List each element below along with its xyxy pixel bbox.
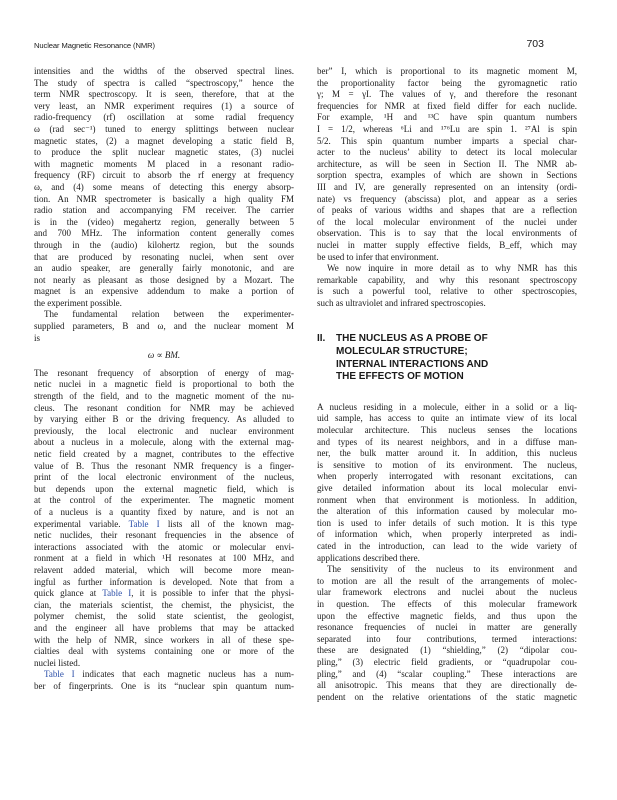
text-line: the experiment possible. — [34, 297, 122, 308]
text-line: and types of its nearest neighbors, and in a diffuse man- — [317, 436, 577, 447]
text-line: of peaks of various widths and shapes that are a reflection — [317, 205, 577, 216]
text-line: is in the (video) megahertz region, generally between 5 — [34, 216, 294, 227]
text-line: pling,” (3) electric field gradients, or “quadrupolar cou- — [317, 656, 577, 667]
text-line: polymer chemist, the solid state scientist, the geologist, — [34, 611, 294, 622]
text-fragment: , it is possible to infer that the physi- — [131, 588, 294, 599]
text-line — [34, 588, 294, 600]
right-column — [317, 66, 577, 703]
text-line: ronment when that environment is motionless. In addition, — [317, 494, 577, 505]
text-line: but depends upon the external magnetic field, which is — [34, 483, 294, 494]
text-line: is sensitive to motion of its environment. The nucleus, — [317, 459, 577, 470]
text-line: to produce the split nuclear magnetic states, (3) nuclei — [34, 147, 294, 158]
text-line: For example, ¹H and ¹³C have spin quantum numbers — [317, 112, 577, 123]
left-column — [34, 66, 294, 692]
text-line: at the control of the experimenter. The magnetic moment — [34, 495, 294, 506]
text-line: frequencies for NMR at fixed field differ for each nuclide. — [317, 100, 577, 111]
text-line: The study of spectra is called “spectroscopy,” hence the — [34, 77, 294, 88]
text-line: cian, the materials scientist, the chemist, the physicist, the — [34, 599, 294, 610]
page-number: 703 — [526, 38, 544, 50]
text-line: give detailed information about its local molecular envi- — [317, 483, 577, 493]
equation: ω ∝ BM. — [147, 350, 181, 361]
text-line: ronment at a field in which ¹H resonates at 100 MHz, and — [34, 553, 294, 564]
text-line: resonance frequencies of nuclei in matter are generally — [317, 622, 577, 633]
table-link[interactable]: Table I — [44, 669, 75, 680]
text-line: ner, the bulk matter around it. In addition, this nucleus — [317, 448, 577, 459]
paragraph-nucleus-residing — [317, 402, 577, 564]
section-number: II. — [317, 333, 326, 345]
text-line: III and IV, are generally represented on an intensity (ordi- — [317, 181, 577, 192]
text-line: magnetic states, (2) a magnet developing a static field B, — [34, 135, 294, 146]
text-line: ω (rad sec⁻¹) tuned to energy splittings between nuclear — [34, 123, 294, 134]
text-line: ber” I, which is proportional to its magnetic moment M, — [317, 66, 577, 76]
paragraph-spin-quantum-number — [317, 66, 577, 263]
text-line: when properly interrogated with resonant excitations, can — [317, 471, 577, 482]
text-line: cialties deal with systems containing one or more of the — [34, 646, 294, 657]
heading-line: THE EFFECTS OF MOTION — [336, 371, 464, 383]
heading-line: MOLECULAR STRUCTURE; — [336, 346, 468, 358]
text-fragment: quick glance at — [34, 588, 103, 599]
text-line — [34, 669, 294, 681]
text-line: ingful as further information is developed. Note that from a — [34, 576, 294, 587]
text-line: netic nuclei in a magnetic field is proportional to both the — [34, 379, 294, 390]
text-line: radio station and accompanying FM receiver. The carrier — [34, 205, 294, 216]
text-line: upon the effective magnetic fields, and thus upon the — [317, 610, 577, 621]
text-line: architecture, as will be seen in Section II. The NMR ab- — [317, 158, 577, 169]
text-line: I = 1/2, whereas ⁶Li and ¹⁷⁶Lu are spin 1. ²⁷Al is spin — [317, 123, 577, 134]
heading-line — [317, 333, 577, 346]
text-line: in question. The effects of this molecular framework — [317, 598, 577, 609]
heading-line: INTERNAL INTERACTIONS AND — [336, 358, 489, 370]
text-line: be used to infer that environment. — [317, 251, 439, 262]
text-line: that are produced by resonating nuclei, when sent over — [34, 251, 294, 262]
text-line: ω, and (4) some means of detecting this energy absorp- — [34, 181, 294, 192]
text-line: tion is used to infer details of such motion. It is this type — [317, 517, 577, 528]
text-line: previously, the local electronic and nuclear environment — [34, 425, 294, 436]
table-link[interactable]: Table I — [128, 518, 160, 529]
text-line: the proportionality factor being the gyromagnetic ratio — [317, 77, 577, 88]
paragraph-intro-requirements — [34, 66, 294, 309]
text-line — [34, 519, 294, 531]
text-line: print of the local electronic environment of the nucleus, — [34, 472, 294, 483]
paragraph-sensitivity — [317, 564, 577, 703]
text-line: an audio speaker, are generally fairly monotonic, and are — [34, 263, 294, 274]
text-line: We now inquire in more detail as to why NMR has this — [327, 263, 577, 274]
paragraph-resonant-frequency — [34, 368, 294, 669]
paragraph-inquiry — [317, 263, 577, 309]
text-fragment: experimental variable. — [34, 518, 129, 529]
text-line: The sensitivity of the nucleus to its environment and — [327, 564, 577, 575]
text-line: A nucleus residing in a molecule, either in a solid or a liq- — [317, 401, 577, 412]
text-line: interactions associated with the atomic or molecular envi- — [34, 541, 294, 552]
text-line: through in the (audio) kilohertz region, but the sounds — [34, 239, 294, 250]
text-line: not nearly as pleasant as those designed by a Mozart. The — [34, 274, 294, 285]
paragraph-fundamental-relation — [34, 309, 294, 344]
text-line: The resonant frequency of absorption of energy of mag- — [34, 367, 294, 378]
text-line: observation. This is to say that the local environments of — [317, 228, 577, 239]
text-line: the alteration of this information caused by molecular mo- — [317, 506, 577, 517]
text-line: The fundamental relation between the experimenter- — [44, 309, 294, 320]
text-line: tion. An NMR spectrometer is basically a high quality FM — [34, 193, 294, 204]
text-line: of a nucleus is a quantity fixed by nature, and is not an — [34, 506, 294, 517]
text-line: nuclei listed. — [34, 657, 81, 668]
text-line: netic nuclides, their resonant frequencies in the absence of — [34, 530, 294, 541]
text-line: acter to the nucleus’ ability to detect its local molecular — [317, 147, 577, 158]
text-line: ber of fingerprints. One is its “nuclear spin quantum num- — [34, 680, 294, 691]
text-line: very least, an NMR experiment requires (1) a source of — [34, 100, 294, 111]
text-line: ular framework electrons and nuclei about the nucleus — [317, 587, 577, 598]
text-line: with magnetic moments M placed in a resonant radio- — [34, 158, 294, 169]
text-line: frequency (RF) circuit to absorb the rf energy at frequency — [34, 170, 294, 181]
text-line: sorption spectra, examples of which are shown in Sections — [317, 170, 577, 181]
text-line: and 700 MHz. The information content generally comes — [34, 228, 294, 239]
text-line: pling,” and (4) “scalar coupling.” These interactions are — [317, 668, 577, 679]
text-line: cleus. The resonant condition for NMR may be achieved — [34, 402, 294, 413]
paragraph-fingerprints — [34, 669, 294, 692]
text-line: of the local molecular environment of the nuclei under — [317, 216, 577, 227]
text-line: supplied parameters, B and ω, and the nuclear moment M — [34, 321, 294, 332]
text-line: cated in the introduction, can lead to the wide variety of — [317, 540, 577, 551]
text-line: relavent added material, which will become more mean- — [34, 564, 294, 575]
text-line: and the engineer all have problems that may be attacked — [34, 622, 294, 633]
text-line: these are designated (1) “shielding,” (2) “dipolar cou- — [317, 645, 577, 656]
text-fragment: lists all of the known mag- — [159, 518, 294, 529]
section-heading — [317, 333, 577, 383]
text-line: of information which, when properly interpreted as indi- — [317, 529, 577, 540]
table-link[interactable]: Table I — [102, 588, 132, 599]
text-line: all anisotropic. This means that they are directionally de- — [317, 680, 577, 691]
text-line: pendent on the relative orientations of the static magnetic — [317, 691, 577, 702]
text-line: value of B. Thus the resonant NMR frequency is a finger- — [34, 460, 294, 471]
text-line: molecular architecture. This nucleus senses the locations — [317, 425, 577, 436]
text-line: is — [34, 332, 41, 343]
text-line: applications described there. — [317, 552, 420, 563]
text-line: intensities and the widths of the observed spectral lines. — [34, 66, 294, 76]
running-title: Nuclear Magnetic Resonance (NMR) — [34, 41, 155, 50]
text-line: with the help of NMR, since workers in all of these spe- — [34, 634, 294, 645]
text-line: uid sample, has access to quite an intimate view of its local — [317, 413, 577, 424]
text-line: remarkable capability, and why this resonant spectroscopy — [317, 274, 577, 285]
text-line: radio-frequency (rf) oscillation at some radial frequency — [34, 112, 294, 123]
text-line: 5/2. This spin quantum number imparts a special char- — [317, 135, 577, 146]
text-line: is such a powerful tool, relative to other spectroscopies, — [317, 286, 577, 297]
text-line: netic field created by a magnet, contributes to the effective — [34, 449, 294, 459]
text-line: about a nucleus in a molecule, along with the external mag- — [34, 437, 294, 448]
text-line: by varying either B or the driving frequency. As alluded to — [34, 414, 294, 425]
text-line: separated into four contributions, termed interactions: — [317, 633, 577, 644]
text-fragment: indicates that each magnetic nucleus has a num- — [74, 669, 294, 680]
text-line: nate) vs frequency (abscissa) plot, and appear as a series — [317, 193, 577, 204]
text-line: to motion are all the result of the arrangements of molec- — [317, 575, 577, 586]
text-line: magnet is an expensive addendum to make a portion of — [34, 286, 294, 297]
text-line: nuclei in matter supply effective fields, B_eff, which may — [317, 239, 577, 250]
heading-text: THE NUCLEUS AS A PROBE OF — [336, 333, 488, 345]
text-line: term NMR spectroscopy. It is seen, therefore, that at the — [34, 89, 294, 100]
text-line: such as ultraviolet and infrared spectroscopies. — [317, 297, 486, 308]
text-line: γ; M = γI. The values of γ, and therefore the resonant — [317, 89, 577, 100]
text-line: strength of the field, and to the magnetic moment of the nu- — [34, 391, 294, 402]
